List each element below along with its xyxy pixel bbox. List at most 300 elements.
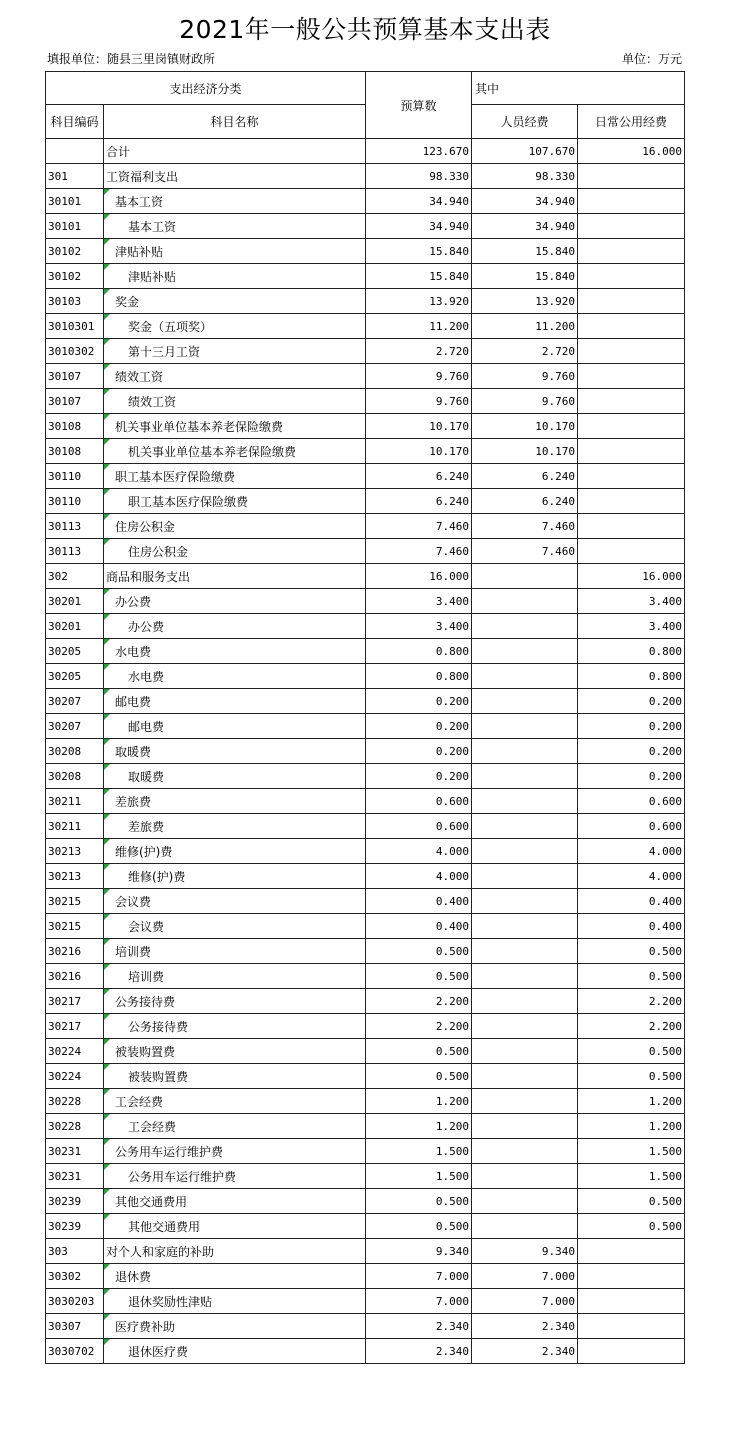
cell-personnel bbox=[472, 614, 578, 639]
table-row bbox=[46, 839, 685, 864]
cell-personnel: 107.670 bbox=[472, 139, 578, 164]
currency-unit: 单位：万元 bbox=[621, 52, 682, 66]
cell-code: 30102 bbox=[46, 239, 104, 264]
header-of-which: 其中 bbox=[472, 72, 685, 105]
cell-name: 公务用车运行维护费 bbox=[104, 1164, 366, 1189]
cell-public bbox=[578, 364, 685, 389]
cell-public: 1.200 bbox=[578, 1114, 685, 1139]
cell-name: 退休费 bbox=[104, 1264, 366, 1289]
cell-personnel bbox=[472, 1064, 578, 1089]
cell-public: 0.600 bbox=[578, 814, 685, 839]
cell-public: 0.500 bbox=[578, 1214, 685, 1239]
cell-public: 0.200 bbox=[578, 714, 685, 739]
table-row bbox=[46, 889, 685, 914]
cell-code: 30107 bbox=[46, 389, 104, 414]
table-row bbox=[46, 664, 685, 689]
cell-code: 30215 bbox=[46, 914, 104, 939]
cell-personnel: 7.000 bbox=[472, 1264, 578, 1289]
cell-public: 1.500 bbox=[578, 1164, 685, 1189]
cell-public: 0.500 bbox=[578, 1039, 685, 1064]
cell-public bbox=[578, 239, 685, 264]
cell-public: 4.000 bbox=[578, 839, 685, 864]
cell-personnel: 15.840 bbox=[472, 239, 578, 264]
cell-personnel: 15.840 bbox=[472, 264, 578, 289]
cell-name: 机关事业单位基本养老保险缴费 bbox=[104, 439, 366, 464]
table-row bbox=[46, 389, 685, 414]
cell-name: 公务接待费 bbox=[104, 989, 366, 1014]
header-public: 日常公用经费 bbox=[578, 105, 685, 139]
cell-code bbox=[46, 139, 104, 164]
cell-name: 基本工资 bbox=[104, 189, 366, 214]
cell-code: 30231 bbox=[46, 1164, 104, 1189]
cell-personnel: 6.240 bbox=[472, 464, 578, 489]
cell-code: 30207 bbox=[46, 689, 104, 714]
cell-code: 30217 bbox=[46, 1014, 104, 1039]
cell-name: 水电费 bbox=[104, 664, 366, 689]
cell-public: 0.200 bbox=[578, 689, 685, 714]
table-row bbox=[46, 1339, 685, 1364]
cell-budget: 13.920 bbox=[366, 289, 472, 314]
table-body bbox=[46, 139, 685, 1364]
table-row bbox=[46, 539, 685, 564]
cell-code: 30102 bbox=[46, 264, 104, 289]
cell-public bbox=[578, 264, 685, 289]
cell-code: 3010301 bbox=[46, 314, 104, 339]
cell-personnel bbox=[472, 564, 578, 589]
cell-name: 差旅费 bbox=[104, 789, 366, 814]
cell-name: 退休奖励性津贴 bbox=[104, 1289, 366, 1314]
cell-personnel bbox=[472, 839, 578, 864]
cell-name: 差旅费 bbox=[104, 814, 366, 839]
cell-name: 职工基本医疗保险缴费 bbox=[104, 489, 366, 514]
cell-personnel bbox=[472, 1164, 578, 1189]
cell-budget: 123.670 bbox=[366, 139, 472, 164]
cell-budget: 1.500 bbox=[366, 1139, 472, 1164]
table-row bbox=[46, 964, 685, 989]
cell-code: 30113 bbox=[46, 539, 104, 564]
cell-public: 4.000 bbox=[578, 864, 685, 889]
cell-code: 30224 bbox=[46, 1039, 104, 1064]
table-row bbox=[46, 1264, 685, 1289]
cell-budget: 3.400 bbox=[366, 589, 472, 614]
cell-budget: 2.200 bbox=[366, 1014, 472, 1039]
cell-name: 对个人和家庭的补助 bbox=[104, 1239, 366, 1264]
cell-personnel bbox=[472, 1114, 578, 1139]
cell-personnel bbox=[472, 1039, 578, 1064]
cell-name: 取暖费 bbox=[104, 739, 366, 764]
cell-code: 30101 bbox=[46, 189, 104, 214]
cell-personnel bbox=[472, 589, 578, 614]
cell-name: 办公费 bbox=[104, 589, 366, 614]
cell-name: 公务接待费 bbox=[104, 1014, 366, 1039]
cell-public bbox=[578, 214, 685, 239]
cell-personnel: 2.340 bbox=[472, 1314, 578, 1339]
cell-public: 16.000 bbox=[578, 564, 685, 589]
table-row bbox=[46, 564, 685, 589]
cell-public: 0.400 bbox=[578, 889, 685, 914]
cell-public bbox=[578, 439, 685, 464]
header-category: 支出经济分类 bbox=[46, 72, 366, 105]
cell-public bbox=[578, 1264, 685, 1289]
cell-name: 培训费 bbox=[104, 964, 366, 989]
table-row bbox=[46, 514, 685, 539]
cell-code: 3010302 bbox=[46, 339, 104, 364]
cell-name: 邮电费 bbox=[104, 689, 366, 714]
cell-name: 绩效工资 bbox=[104, 389, 366, 414]
cell-public bbox=[578, 314, 685, 339]
cell-budget: 0.200 bbox=[366, 739, 472, 764]
cell-public: 0.500 bbox=[578, 939, 685, 964]
cell-personnel: 7.000 bbox=[472, 1289, 578, 1314]
table-row bbox=[46, 239, 685, 264]
cell-personnel: 9.760 bbox=[472, 389, 578, 414]
cell-personnel: 11.200 bbox=[472, 314, 578, 339]
cell-name: 邮电费 bbox=[104, 714, 366, 739]
cell-personnel: 13.920 bbox=[472, 289, 578, 314]
cell-personnel bbox=[472, 689, 578, 714]
cell-budget: 0.400 bbox=[366, 914, 472, 939]
cell-budget: 0.600 bbox=[366, 789, 472, 814]
cell-public bbox=[578, 1339, 685, 1364]
table-row bbox=[46, 189, 685, 214]
header-code: 科目编码 bbox=[46, 105, 104, 139]
cell-budget: 7.460 bbox=[366, 539, 472, 564]
cell-name: 被装购置费 bbox=[104, 1039, 366, 1064]
cell-budget: 15.840 bbox=[366, 264, 472, 289]
cell-code: 30107 bbox=[46, 364, 104, 389]
table-row bbox=[46, 814, 685, 839]
cell-public: 0.500 bbox=[578, 964, 685, 989]
cell-budget: 4.000 bbox=[366, 839, 472, 864]
cell-code: 30201 bbox=[46, 589, 104, 614]
cell-budget: 7.460 bbox=[366, 514, 472, 539]
cell-name: 绩效工资 bbox=[104, 364, 366, 389]
table-row bbox=[46, 1189, 685, 1214]
cell-personnel: 2.720 bbox=[472, 339, 578, 364]
cell-personnel: 2.340 bbox=[472, 1339, 578, 1364]
cell-code: 30302 bbox=[46, 1264, 104, 1289]
cell-name: 办公费 bbox=[104, 614, 366, 639]
cell-personnel bbox=[472, 764, 578, 789]
cell-code: 30215 bbox=[46, 889, 104, 914]
cell-public bbox=[578, 414, 685, 439]
reporting-unit: 填报单位：随县三里岗镇财政所 bbox=[47, 52, 216, 66]
table-row bbox=[46, 1014, 685, 1039]
cell-public: 3.400 bbox=[578, 614, 685, 639]
cell-code: 30201 bbox=[46, 614, 104, 639]
cell-code: 30110 bbox=[46, 489, 104, 514]
cell-code: 30113 bbox=[46, 514, 104, 539]
cell-name: 工资福利支出 bbox=[104, 164, 366, 189]
table-row bbox=[46, 614, 685, 639]
table-header bbox=[46, 72, 685, 139]
cell-code: 30205 bbox=[46, 639, 104, 664]
cell-budget: 2.200 bbox=[366, 989, 472, 1014]
cell-public: 1.200 bbox=[578, 1089, 685, 1114]
cell-public bbox=[578, 1289, 685, 1314]
cell-public: 16.000 bbox=[578, 139, 685, 164]
cell-budget: 9.760 bbox=[366, 389, 472, 414]
cell-name: 商品和服务支出 bbox=[104, 564, 366, 589]
table-row bbox=[46, 1064, 685, 1089]
cell-budget: 1.200 bbox=[366, 1089, 472, 1114]
cell-budget: 0.200 bbox=[366, 689, 472, 714]
cell-code: 30231 bbox=[46, 1139, 104, 1164]
cell-code: 30239 bbox=[46, 1189, 104, 1214]
table-row bbox=[46, 139, 685, 164]
cell-name: 维修(护)费 bbox=[104, 839, 366, 864]
cell-personnel bbox=[472, 1214, 578, 1239]
table-row bbox=[46, 1239, 685, 1264]
cell-budget: 0.600 bbox=[366, 814, 472, 839]
cell-public: 0.800 bbox=[578, 664, 685, 689]
cell-public: 0.500 bbox=[578, 1064, 685, 1089]
cell-budget: 6.240 bbox=[366, 464, 472, 489]
table-row bbox=[46, 1164, 685, 1189]
cell-name: 会议费 bbox=[104, 914, 366, 939]
cell-budget: 0.500 bbox=[366, 1064, 472, 1089]
cell-personnel bbox=[472, 1089, 578, 1114]
header-personnel: 人员经费 bbox=[472, 105, 578, 139]
cell-personnel bbox=[472, 664, 578, 689]
cell-budget: 1.500 bbox=[366, 1164, 472, 1189]
cell-personnel: 34.940 bbox=[472, 214, 578, 239]
cell-name: 工会经费 bbox=[104, 1089, 366, 1114]
table-row bbox=[46, 1089, 685, 1114]
cell-code: 30101 bbox=[46, 214, 104, 239]
table-row bbox=[46, 164, 685, 189]
cell-public: 0.600 bbox=[578, 789, 685, 814]
header-budget: 预算数 bbox=[366, 72, 472, 139]
cell-code: 30211 bbox=[46, 814, 104, 839]
cell-code: 30208 bbox=[46, 764, 104, 789]
cell-budget: 3.400 bbox=[366, 614, 472, 639]
table-row bbox=[46, 1289, 685, 1314]
cell-name: 津贴补贴 bbox=[104, 264, 366, 289]
cell-public bbox=[578, 1239, 685, 1264]
cell-budget: 9.760 bbox=[366, 364, 472, 389]
cell-code: 301 bbox=[46, 164, 104, 189]
table-row bbox=[46, 914, 685, 939]
budget-table bbox=[45, 71, 685, 1364]
cell-budget: 0.500 bbox=[366, 1039, 472, 1064]
cell-budget: 0.500 bbox=[366, 964, 472, 989]
cell-public: 0.200 bbox=[578, 764, 685, 789]
cell-budget: 7.000 bbox=[366, 1289, 472, 1314]
cell-name: 退休医疗费 bbox=[104, 1339, 366, 1364]
cell-personnel bbox=[472, 964, 578, 989]
cell-public: 0.500 bbox=[578, 1189, 685, 1214]
cell-code: 302 bbox=[46, 564, 104, 589]
cell-code: 30228 bbox=[46, 1114, 104, 1139]
cell-personnel: 34.940 bbox=[472, 189, 578, 214]
table-row bbox=[46, 1139, 685, 1164]
table-row bbox=[46, 1214, 685, 1239]
table-row bbox=[46, 764, 685, 789]
table-row bbox=[46, 464, 685, 489]
table-row bbox=[46, 789, 685, 814]
cell-code: 30213 bbox=[46, 839, 104, 864]
cell-name: 工会经费 bbox=[104, 1114, 366, 1139]
table-row bbox=[46, 939, 685, 964]
cell-public bbox=[578, 514, 685, 539]
cell-public bbox=[578, 289, 685, 314]
cell-code: 30228 bbox=[46, 1089, 104, 1114]
cell-personnel bbox=[472, 864, 578, 889]
cell-budget: 7.000 bbox=[366, 1264, 472, 1289]
cell-personnel: 7.460 bbox=[472, 514, 578, 539]
cell-code: 303 bbox=[46, 1239, 104, 1264]
cell-personnel: 10.170 bbox=[472, 414, 578, 439]
table-row bbox=[46, 989, 685, 1014]
cell-public: 0.800 bbox=[578, 639, 685, 664]
cell-code: 30211 bbox=[46, 789, 104, 814]
cell-name: 培训费 bbox=[104, 939, 366, 964]
cell-code: 30224 bbox=[46, 1064, 104, 1089]
cell-budget: 0.400 bbox=[366, 889, 472, 914]
table-row bbox=[46, 314, 685, 339]
cell-personnel: 7.460 bbox=[472, 539, 578, 564]
cell-public bbox=[578, 164, 685, 189]
cell-budget: 0.500 bbox=[366, 939, 472, 964]
table-row bbox=[46, 214, 685, 239]
cell-personnel bbox=[472, 1014, 578, 1039]
table-row bbox=[46, 689, 685, 714]
cell-budget: 1.200 bbox=[366, 1114, 472, 1139]
table-row bbox=[46, 414, 685, 439]
table-row bbox=[46, 1114, 685, 1139]
cell-personnel bbox=[472, 914, 578, 939]
cell-personnel bbox=[472, 714, 578, 739]
cell-name: 被装购置费 bbox=[104, 1064, 366, 1089]
cell-name: 住房公积金 bbox=[104, 539, 366, 564]
table-row bbox=[46, 364, 685, 389]
cell-public: 0.400 bbox=[578, 914, 685, 939]
cell-budget: 2.340 bbox=[366, 1339, 472, 1364]
cell-code: 30110 bbox=[46, 464, 104, 489]
cell-personnel: 98.330 bbox=[472, 164, 578, 189]
cell-public: 3.400 bbox=[578, 589, 685, 614]
cell-personnel bbox=[472, 989, 578, 1014]
cell-name: 公务用车运行维护费 bbox=[104, 1139, 366, 1164]
cell-personnel bbox=[472, 814, 578, 839]
cell-personnel: 9.340 bbox=[472, 1239, 578, 1264]
table-row bbox=[46, 1039, 685, 1064]
cell-public bbox=[578, 339, 685, 364]
table-row bbox=[46, 264, 685, 289]
table-row bbox=[46, 439, 685, 464]
cell-budget: 0.800 bbox=[366, 664, 472, 689]
cell-code: 30213 bbox=[46, 864, 104, 889]
cell-budget: 11.200 bbox=[366, 314, 472, 339]
cell-code: 30108 bbox=[46, 439, 104, 464]
cell-name: 水电费 bbox=[104, 639, 366, 664]
table-row bbox=[46, 339, 685, 364]
cell-budget: 0.500 bbox=[366, 1189, 472, 1214]
cell-personnel bbox=[472, 1189, 578, 1214]
cell-public bbox=[578, 1314, 685, 1339]
cell-code: 30216 bbox=[46, 964, 104, 989]
cell-name: 其他交通费用 bbox=[104, 1214, 366, 1239]
cell-name: 会议费 bbox=[104, 889, 366, 914]
table-row bbox=[46, 739, 685, 764]
cell-budget: 0.200 bbox=[366, 714, 472, 739]
table-row bbox=[46, 864, 685, 889]
cell-name: 第十三月工资 bbox=[104, 339, 366, 364]
cell-budget: 2.340 bbox=[366, 1314, 472, 1339]
cell-budget: 10.170 bbox=[366, 414, 472, 439]
cell-code: 30103 bbox=[46, 289, 104, 314]
cell-public: 2.200 bbox=[578, 1014, 685, 1039]
cell-personnel bbox=[472, 1139, 578, 1164]
cell-name: 津贴补贴 bbox=[104, 239, 366, 264]
table-row bbox=[46, 289, 685, 314]
cell-budget: 16.000 bbox=[366, 564, 472, 589]
cell-code: 3030702 bbox=[46, 1339, 104, 1364]
cell-personnel: 6.240 bbox=[472, 489, 578, 514]
cell-personnel bbox=[472, 889, 578, 914]
cell-budget: 9.340 bbox=[366, 1239, 472, 1264]
cell-budget: 4.000 bbox=[366, 864, 472, 889]
cell-name: 基本工资 bbox=[104, 214, 366, 239]
cell-name: 机关事业单位基本养老保险缴费 bbox=[104, 414, 366, 439]
cell-name: 合计 bbox=[104, 139, 366, 164]
cell-name: 维修(护)费 bbox=[104, 864, 366, 889]
cell-personnel bbox=[472, 789, 578, 814]
cell-code: 30205 bbox=[46, 664, 104, 689]
cell-public: 1.500 bbox=[578, 1139, 685, 1164]
cell-code: 30207 bbox=[46, 714, 104, 739]
cell-budget: 2.720 bbox=[366, 339, 472, 364]
cell-code: 30217 bbox=[46, 989, 104, 1014]
cell-budget: 15.840 bbox=[366, 239, 472, 264]
cell-personnel bbox=[472, 739, 578, 764]
cell-personnel: 9.760 bbox=[472, 364, 578, 389]
page-title: 2021年一般公共预算基本支出表 bbox=[179, 15, 551, 44]
cell-budget: 34.940 bbox=[366, 214, 472, 239]
cell-public bbox=[578, 464, 685, 489]
cell-public bbox=[578, 489, 685, 514]
cell-name: 职工基本医疗保险缴费 bbox=[104, 464, 366, 489]
cell-budget: 10.170 bbox=[366, 439, 472, 464]
cell-code: 30307 bbox=[46, 1314, 104, 1339]
table-row bbox=[46, 1314, 685, 1339]
cell-code: 30239 bbox=[46, 1214, 104, 1239]
cell-code: 30216 bbox=[46, 939, 104, 964]
table-row bbox=[46, 589, 685, 614]
cell-budget: 0.200 bbox=[366, 764, 472, 789]
cell-personnel bbox=[472, 639, 578, 664]
cell-budget: 0.800 bbox=[366, 639, 472, 664]
cell-personnel bbox=[472, 939, 578, 964]
header-name: 科目名称 bbox=[104, 105, 366, 139]
cell-budget: 34.940 bbox=[366, 189, 472, 214]
cell-name: 住房公积金 bbox=[104, 514, 366, 539]
cell-budget: 98.330 bbox=[366, 164, 472, 189]
cell-public bbox=[578, 189, 685, 214]
cell-public: 0.200 bbox=[578, 739, 685, 764]
cell-code: 3030203 bbox=[46, 1289, 104, 1314]
cell-public bbox=[578, 389, 685, 414]
cell-code: 30208 bbox=[46, 739, 104, 764]
cell-name: 奖金 bbox=[104, 289, 366, 314]
cell-name: 医疗费补助 bbox=[104, 1314, 366, 1339]
cell-name: 取暖费 bbox=[104, 764, 366, 789]
cell-public bbox=[578, 539, 685, 564]
cell-personnel: 10.170 bbox=[472, 439, 578, 464]
cell-budget: 6.240 bbox=[366, 489, 472, 514]
table-row bbox=[46, 489, 685, 514]
